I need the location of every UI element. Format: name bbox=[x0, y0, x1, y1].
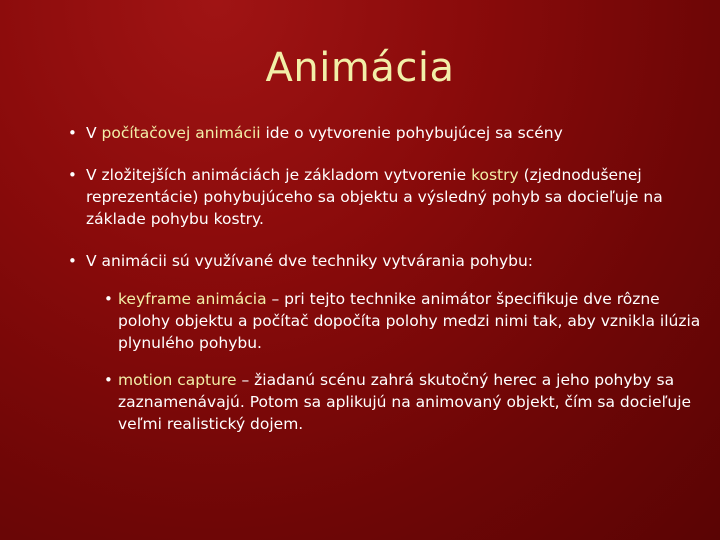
bullet-item bbox=[66, 250, 706, 272]
bullet-item bbox=[66, 164, 706, 230]
bullet-icon: • bbox=[104, 289, 113, 308]
bullet-text-post: ide o vytvorenie pohybujúcej sa scény bbox=[260, 124, 563, 142]
slide-title: Animácia bbox=[265, 45, 455, 91]
sub-bullet-text: – žiadanú scénu zahrá skutočný herec a jeho pohyby sa zaznamenávajú. Potom sa aplikujú na animovaný objekt, čím sa docieľuje veľmi realistický dojem. bbox=[118, 371, 692, 433]
sub-bullet-item bbox=[66, 369, 706, 435]
bullet-icon: • bbox=[68, 124, 77, 142]
slide-body bbox=[66, 122, 706, 451]
bullet-text-post: (zjednodušenej reprezentácie) pohybujúceho sa objektu a výsledný pohyb sa docieľuje na základe pohybu kostry. bbox=[86, 166, 663, 228]
sub-bullet-item bbox=[66, 288, 706, 354]
bullet-highlight: kostry bbox=[471, 166, 519, 184]
sub-bullet-highlight: motion capture bbox=[118, 371, 237, 389]
sub-bullet-highlight: keyframe animácia bbox=[118, 289, 267, 308]
bullet-item bbox=[66, 122, 706, 144]
bullet-icon: • bbox=[68, 252, 77, 270]
bullet-text-pre: V zložitejších animáciách je základom vytvorenie bbox=[86, 166, 472, 184]
bullet-icon: • bbox=[104, 371, 113, 389]
bullet-highlight: počítačovej animácii bbox=[101, 124, 261, 142]
sub-bullet-text: – pri tejto technike animátor špecifikuje dve rôzne polohy objektu a počítač dopočíta polohy medzi nimi tak, aby vznikla ilúzia plynulého pohybu. bbox=[118, 289, 701, 352]
bullet-icon: • bbox=[68, 166, 77, 184]
bullet-text: V animácii sú využívané dve techniky vytvárania pohybu: bbox=[86, 252, 534, 270]
bullet-text-pre: V bbox=[86, 124, 102, 142]
